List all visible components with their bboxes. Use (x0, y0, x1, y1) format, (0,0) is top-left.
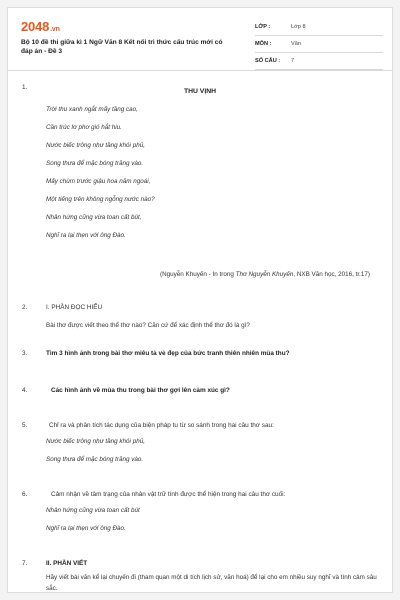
poem-line: Trời thu xanh ngắt mấy tầng cao, (46, 106, 138, 113)
meta-label: LỚP : (255, 24, 271, 30)
meta-value: 7 (291, 58, 295, 64)
poem-line: Một tiếng trên không ngỗng nước nào? (46, 196, 155, 203)
question-number: 3. (22, 350, 28, 357)
logo-suffix: .vn (50, 26, 60, 33)
question-number: 1. (22, 84, 28, 91)
meta-value: Lớp 8 (291, 24, 306, 30)
meta-row-count (255, 55, 383, 70)
source-book: Thơ Nguyễn Khuyến (235, 271, 294, 278)
section-heading: II. PHẦN VIẾT (46, 560, 88, 567)
question-number: 5. (22, 422, 28, 429)
exam-page (7, 7, 393, 593)
poem-quote: Nghĩ ra lại thẹn với ông Đào. (46, 525, 126, 532)
meta-label: MÔN : (255, 41, 272, 47)
meta-row-grade (255, 21, 383, 36)
source-prefix: (Nguyễn Khuyến - In trong (160, 271, 236, 278)
poem-line: Nước biếc trông như tầng khói phủ, (46, 142, 145, 149)
meta-row-subject (255, 38, 383, 53)
meta-label: SỐ CÂU : (255, 58, 281, 64)
poem-quote: Nhân hứng cũng vừa toan cất bút (46, 507, 140, 514)
question-text: Hãy viết bài văn kể lại chuyến đi (tham quan một di tích lịch sử, văn hoá) để lại cho em nhiều suy nghĩ và tình cảm sâu sắc. (46, 574, 377, 592)
question-text: Tìm 3 hình ảnh trong bài thơ miêu tả vẻ đẹp của bức tranh thiên nhiên mùa thu? (46, 350, 290, 357)
poem-line: Nhân hứng cũng vừa toan cất bút, (46, 214, 142, 221)
source-suffix: , NXB Văn học, 2016, tr.17) (293, 271, 370, 278)
poem-line: Nghĩ ra lại thẹn với ông Đào. (46, 232, 126, 239)
poem-line: Song thưa để mặc bóng trăng vào. (46, 160, 144, 167)
question-number: 4. (22, 387, 28, 394)
question-text: Các hình ảnh về mùa thu trong bài thơ gợi lên cảm xúc gì? (51, 387, 230, 394)
document-title: Bộ 10 đề thi giữa kì 1 Ngữ Văn 8 Kết nối tri thức cấu trúc mới có đáp án - Đề 3 (21, 39, 223, 55)
page-header (8, 8, 392, 71)
question-text: Chỉ ra và phân tích tác dụng của biện pháp tu từ so sánh trong hai câu thơ sau: (49, 422, 274, 429)
logo-text: 2048 (21, 19, 50, 34)
poem-line: Cần trúc lơ phơ gió hắt hiu. (46, 124, 122, 131)
section-heading: I. PHẦN ĐỌC HIỂU (46, 304, 103, 311)
question-number: 6. (22, 491, 28, 498)
poem-title: THU VỊNH (183, 88, 217, 95)
meta-table (255, 21, 383, 72)
poem-source (160, 271, 370, 278)
question-number: 7. (22, 560, 28, 567)
site-logo[interactable] (21, 19, 60, 34)
question-text: Cảm nhận về tâm trạng của nhân vật trữ tình được thể hiện trong hai câu thơ cuối: (51, 491, 286, 498)
poem-quote: Nước biếc trông như tầng khói phủ, (46, 438, 145, 445)
meta-value: Văn (291, 41, 301, 47)
poem-line: Mấy chùm trước giậu hoa năm ngoái, (46, 178, 151, 185)
question-number: 2. (22, 304, 28, 311)
question-text: Bài thơ được viết theo thể thơ nào? Căn cứ để xác định thể thơ đó là gì? (46, 322, 250, 329)
poem-quote: Song thưa để mặc bóng trăng vào. (46, 456, 144, 463)
